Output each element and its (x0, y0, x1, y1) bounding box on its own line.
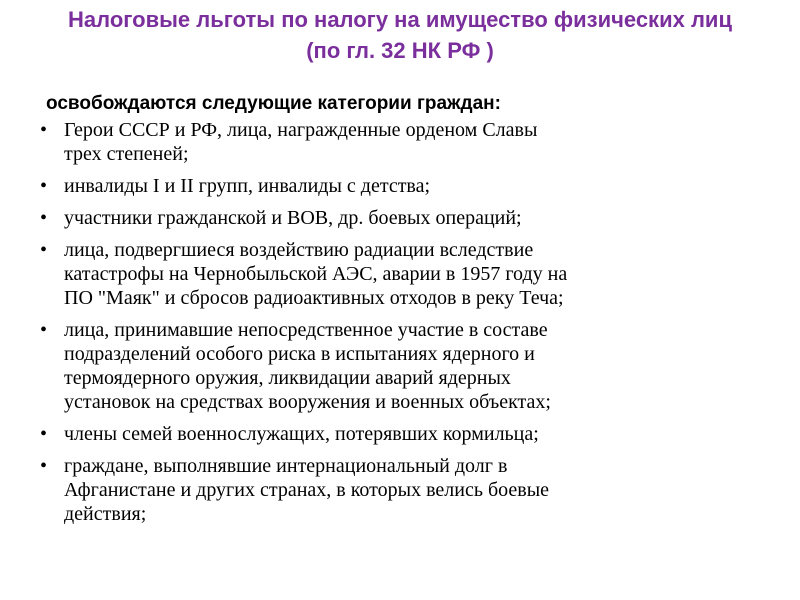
list-item-line: ПО "Маяк" и сбросов радиоактивных отходов в реку Теча; (64, 287, 564, 309)
bullet-icon: • (40, 207, 48, 229)
list-item (40, 422, 770, 446)
list-item-line: подразделений особого риска в испытаниях ядерного и (64, 343, 535, 365)
slide-content (40, 91, 770, 534)
bullet-icon: • (40, 423, 48, 445)
list-item (40, 318, 770, 414)
list-item-line: Афганистане и других странах, в которых велись боевые (64, 479, 550, 501)
bullet-icon: • (40, 175, 48, 197)
list-item (40, 174, 770, 198)
list-item (40, 454, 770, 526)
list-item-line: установок на средствах вооружения и военных объектах; (64, 391, 551, 413)
list-item (40, 118, 770, 166)
list-item-line: участники гражданской и ВОВ, др. боевых операций; (64, 207, 522, 229)
list-item-line: термоядерного оружия, ликвидации аварий ядерных (64, 367, 511, 389)
slide-title (20, 4, 780, 66)
list-item (40, 238, 770, 310)
bullet-icon: • (40, 119, 48, 141)
list-item-line: трех степеней; (64, 143, 189, 165)
slide-title-line-1: Налоговые льготы по налогу на имущество физических лиц (68, 7, 732, 32)
list-item-line: катастрофы на Чернобыльской АЭС, аварии в 1957 году на (64, 263, 568, 285)
bullet-icon: • (40, 239, 48, 261)
list-item-line: граждане, выполнявшие интернациональный долг в (64, 455, 508, 477)
intro-text: освобождаются следующие категории граждан: (46, 93, 501, 114)
list-item-line: Герои СССР и РФ, лица, награжденные орденом Славы (64, 119, 538, 141)
list-item-line: инвалиды I и II групп, инвалиды с детства; (64, 175, 431, 197)
bullet-icon: • (40, 455, 48, 477)
list-item (40, 206, 770, 230)
list-item-line: действия; (64, 503, 147, 525)
list-item-line: лица, подвергшиеся воздействию радиации вследствие (64, 239, 534, 261)
slide-title-line-2: (по гл. 32 НК РФ ) (306, 38, 494, 63)
bullet-icon: • (40, 319, 48, 341)
list-item-line: члены семей военнослужащих, потерявших кормильца; (64, 423, 539, 445)
list-item-line: лица, принимавшие непосредственное участие в составе (64, 319, 548, 341)
benefit-list (40, 118, 770, 526)
